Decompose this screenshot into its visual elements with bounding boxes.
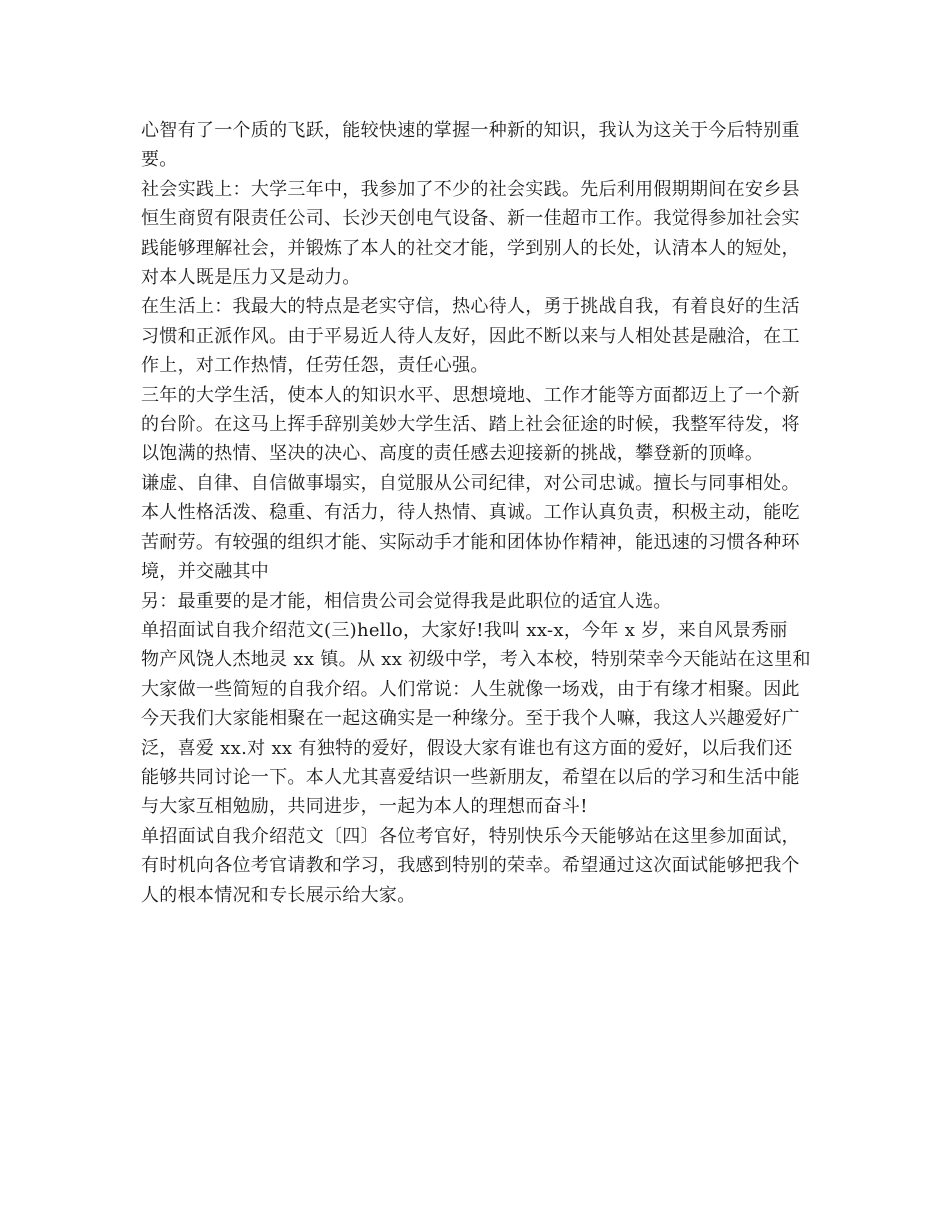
text-line: 心智有了一个质的飞跃，能较快速的掌握一种新的知识，我认为这关于今后特别重 — [141, 120, 800, 141]
text-line: 三年的大学生活，使本人的知识水平、思想境地、工作才能等方面都迈上了一个新 — [141, 384, 800, 406]
text-line: 单招面试自我介绍范文(三)hello，大家好!我叫 xx-x，今年 x 岁，来自风景秀丽 — [141, 619, 788, 641]
text-line: 另：最重要的是才能，相信贵公司会觉得我是此职位的适宜人选。 — [141, 590, 672, 612]
document-body — [141, 116, 821, 910]
text-line: 的台阶。在这马上挥手辞别美妙大学生活、踏上社会征途的时候，我整军待发，将 — [141, 414, 800, 436]
text-line: 境，并交融其中 — [141, 561, 270, 583]
text-line: 能够共同讨论一下。本人尤其喜爱结识一些新朋友，希望在以后的学习和生活中能 — [141, 766, 800, 788]
text-line: 在生活上：我最大的特点是老实守信，热心待人，勇于挑战自我，有着良好的生活 — [141, 296, 800, 318]
text-line: 单招面试自我介绍范文〔四〕各位考官好，特别快乐今天能够站在这里参加面试， — [141, 825, 800, 847]
text-line: 今天我们大家能相聚在一起这确实是一种缘分。至于我个人嘛，我这人兴趣爱好广 — [141, 708, 800, 730]
text-line: 苦耐劳。有较强的组织才能、实际动手才能和团体协作精神，能迅速的习惯各种环 — [141, 531, 800, 553]
text-line: 泛，喜爱 xx.对 xx 有独特的爱好，假设大家有谁也有这方面的爱好，以后我们还 — [141, 737, 793, 759]
text-line: 本人性格活泼、稳重、有活力，待人热情、真诚。工作认真负责，积极主动，能吃 — [141, 502, 800, 524]
text-line: 对本人既是压力又是动力。 — [141, 267, 361, 289]
text-line: 与大家互相勉励，共同进步，一起为本人的理想而奋斗! — [141, 796, 588, 818]
text-line: 人的根本情况和专长展示给大家。 — [141, 884, 416, 906]
text-line: 有时机向各位考官请教和学习，我感到特别的荣幸。希望通过这次面试能够把我个 — [141, 855, 800, 877]
text-line: 习惯和正派作风。由于平易近人待人友好，因此不断以来与人相处甚是融洽，在工 — [141, 325, 800, 347]
text-line: 践能够理解社会，并锻炼了本人的社交才能，学到别人的长处，认清本人的短处， — [141, 237, 800, 259]
text-line: 大家做一些简短的自我介绍。人们常说：人生就像一场戏，由于有缘才相聚。因此 — [141, 678, 800, 700]
text-line: 恒生商贸有限责任公司、长沙天创电气设备、新一佳超市工作。我觉得参加社会实 — [141, 208, 800, 230]
text-line: 谦虚、自律、自信做事塌实，自觉服从公司纪律，对公司忠诚。擅长与同事相处。 — [141, 472, 800, 494]
text-line: 社会实践上：大学三年中，我参加了不少的社会实践。先后利用假期期间在安乡县 — [141, 178, 800, 200]
text-line: 要。 — [141, 149, 178, 171]
text-line: 以饱满的热情、坚决的决心、高度的责任感去迎接新的挑战，攀登新的顶峰。 — [141, 443, 764, 465]
text-line: 物产风饶人杰地灵 xx 镇。从 xx 初级中学，考入本校，特别荣幸今天能站在这里和 — [141, 649, 811, 671]
text-line: 作上，对工作热情，任劳任怨，责任心强。 — [141, 355, 489, 377]
